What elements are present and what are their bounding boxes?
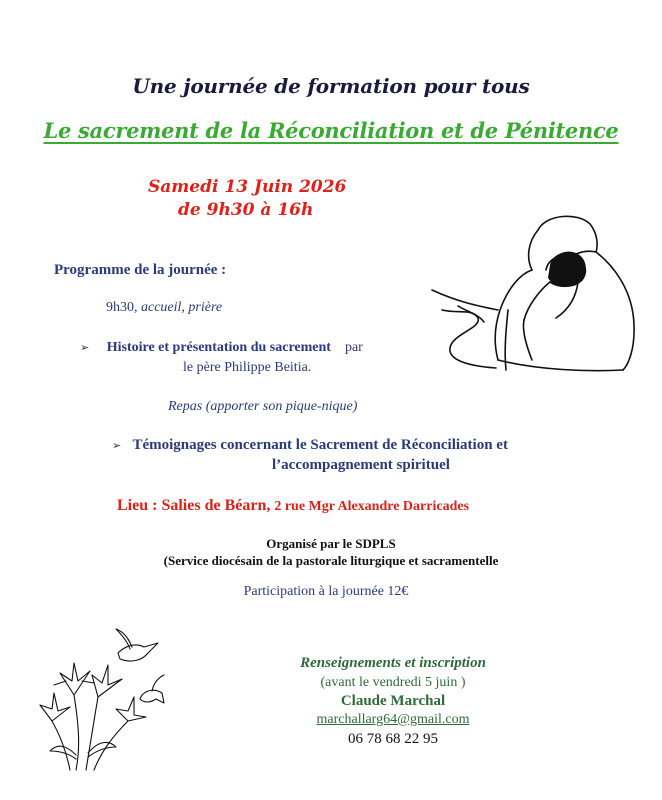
programme-item-histoire-by: par: [344, 340, 363, 355]
programme-heading: Programme de la journée :: [54, 262, 227, 278]
location-label: Lieu : Salies de Béarn,: [117, 497, 271, 514]
programme-item-accueil: [106, 300, 222, 316]
embrace-drawing-icon: [428, 210, 640, 385]
event-subtitle: Une journée de formation pour tous: [132, 74, 530, 98]
arrow-bullet-icon: ➢: [112, 440, 122, 452]
lilies-doves-drawing-icon: [36, 625, 166, 775]
contact-email-link[interactable]: marchallarg64@gmail.com: [316, 712, 470, 727]
event-hours: de 9h30 à 16h: [178, 200, 314, 220]
contact-heading: Renseignements et inscription: [300, 655, 486, 671]
contact-phone: 06 78 68 22 95: [348, 731, 438, 747]
arrow-bullet-icon: ➢: [80, 342, 90, 354]
programme-item-accueil-text: accueil, prière: [141, 300, 223, 315]
programme-item-histoire-speaker: le père Philippe Beitia.: [183, 360, 312, 375]
programme-item-histoire-title: Histoire et présentation du sacrement: [106, 340, 331, 355]
organiser-line2: (Service diocésain de la pastorale liturgique et sacramentelle: [163, 553, 499, 568]
event-date: Samedi 13 Juin 2026: [148, 177, 347, 197]
programme-item-temoignages-line2: l’accompagnement spirituel: [272, 457, 450, 473]
participation-fee: Participation à la journée 12€: [243, 584, 409, 599]
programme-item-temoignages: [112, 437, 508, 454]
programme-repas: Repas (apporter son pique-nique): [168, 399, 358, 414]
registration-deadline: (avant le vendredi 5 juin ): [320, 675, 466, 690]
programme-item-temoignages-line1: Témoignages concernant le Sacrement de Réconciliation et: [132, 437, 508, 453]
programme-item-histoire: [80, 340, 363, 356]
contact-name: Claude Marchal: [340, 693, 446, 709]
location-address: 2 rue Mgr Alexandre Darricades: [274, 499, 470, 514]
programme-time: 9h30,: [106, 300, 138, 315]
organiser-line1: Organisé par le SDPLS: [266, 536, 396, 551]
event-title: Le sacrement de la Réconciliation et de Pénitence: [43, 118, 619, 143]
event-location: [117, 497, 469, 515]
